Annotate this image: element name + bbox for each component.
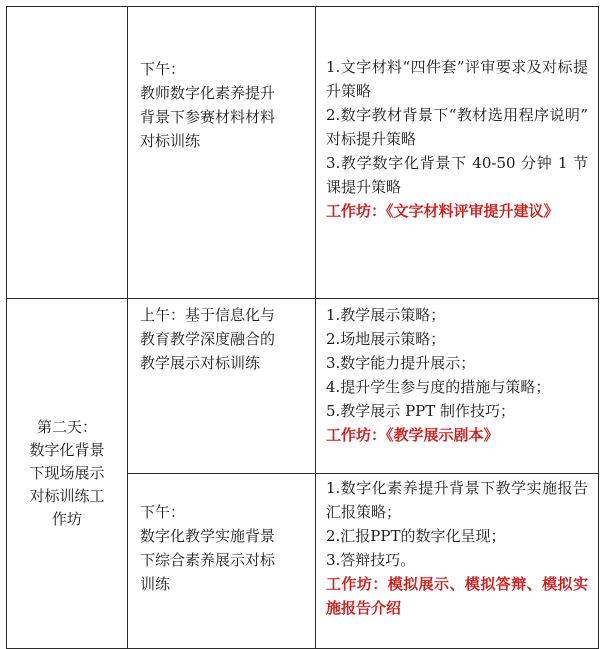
content-item: 2.数字教材背景下“教材选用程序说明” 对标提升策略	[326, 106, 588, 148]
content-item: 3.教学数字化背景下 40-50 分钟 1 节课提升策略	[326, 154, 588, 196]
session-cell	[128, 7, 316, 299]
table-row	[7, 7, 599, 299]
session-line: 下午：	[140, 60, 186, 78]
session-line: 对标训练	[140, 132, 201, 150]
session-line: 教学展示对标训练	[140, 354, 261, 372]
content-item: 2.场地展示策略；	[326, 330, 446, 348]
content-item: 3.数字能力提升展示；	[326, 354, 476, 372]
table-row	[7, 299, 599, 474]
workshop-label: 工作坊：《教学展示剧本》	[326, 426, 499, 444]
day-cell-empty	[7, 7, 128, 299]
content-item: 1.数字化素养提升背景下教学实施报告汇报策略；	[326, 479, 588, 521]
workshop-label: 工作坊：模拟展示、模拟答辩、模拟实施报告介绍	[326, 575, 588, 617]
workshop-label: 工作坊：《文字材料评审提升建议》	[326, 202, 559, 220]
session-line: 下午：	[140, 503, 186, 521]
day-line: 对标训练工	[29, 487, 105, 505]
content-item: 3.答辩技巧。	[326, 551, 416, 569]
day-cell	[7, 299, 128, 649]
session-line: 上午：基于信息化与	[140, 306, 276, 324]
session-cell	[128, 474, 316, 649]
session-line: 训练	[140, 575, 171, 593]
content-item: 1.文字材料“四件套”评审要求及对标提升策略	[326, 58, 588, 100]
session-line: 数字化教学实施背景	[140, 527, 276, 545]
content-cell	[316, 7, 599, 299]
content-cell	[316, 299, 599, 474]
schedule-table	[6, 6, 599, 649]
content-item: 1.教学展示策略；	[326, 306, 446, 324]
session-cell	[128, 299, 316, 474]
session-line: 下综合素养展示对标	[140, 551, 276, 569]
session-line: 背景下参赛材料材料	[140, 108, 276, 126]
content-item: 4.提升学生参与度的措施与策略；	[326, 378, 551, 396]
content-item: 2.汇报PPT的数字化呈现；	[326, 527, 506, 545]
day-line: 下现场展示	[29, 464, 105, 482]
session-line: 教师数字化素养提升	[140, 84, 276, 102]
session-line: 教育教学深度融合的	[140, 330, 276, 348]
content-cell	[316, 474, 599, 649]
content-item: 5.教学展示 PPT 制作技巧；	[326, 402, 516, 420]
day-line: 第二天：	[36, 418, 97, 436]
day-line: 数字化背景	[29, 441, 105, 459]
day-line: 作坊	[51, 510, 82, 528]
